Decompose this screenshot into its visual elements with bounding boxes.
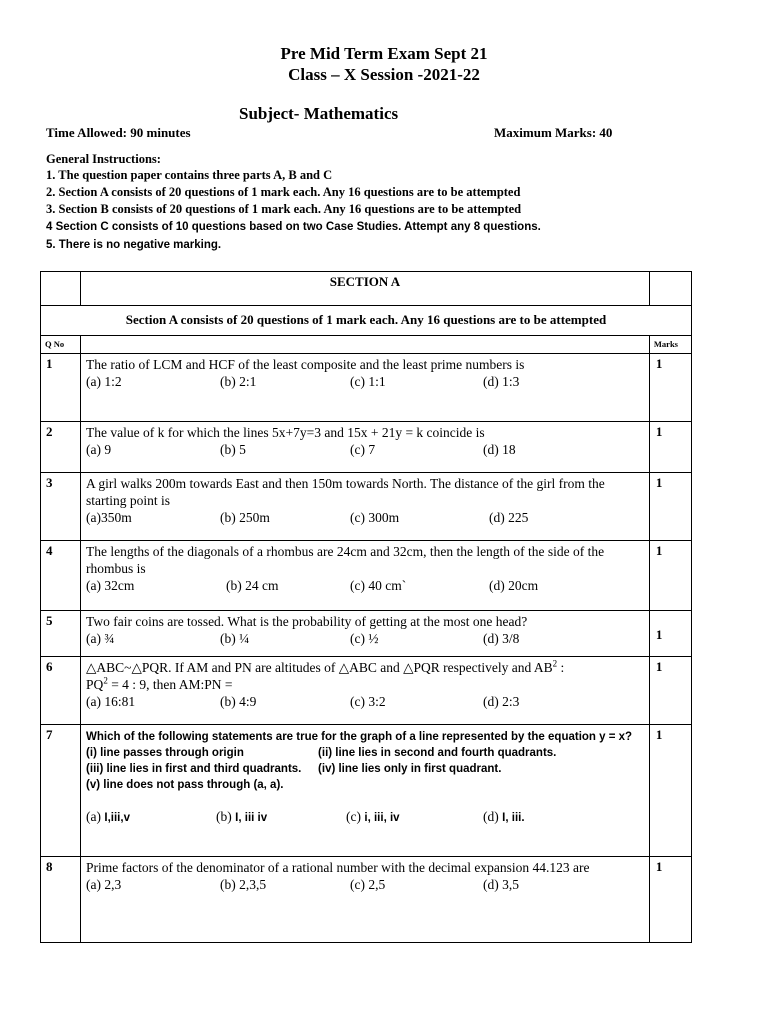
question-marks: 1 (649, 657, 691, 725)
marks-header: Marks (649, 336, 691, 354)
option: (c) 40 cm` (350, 578, 407, 593)
class-session: Class – X Session -2021-22 (288, 65, 480, 84)
options-row (86, 693, 644, 710)
exam-title: Pre Mid Term Exam Sept 21 (280, 44, 488, 63)
question-text-part: △ABC~△PQR. If AM and PN are altitudes of △ABC and △PQR respectively and AB (86, 660, 553, 675)
option: (b) ¼ (220, 631, 250, 646)
question-cell (81, 354, 650, 422)
question-number: 1 (41, 354, 81, 422)
option (483, 809, 525, 826)
table-row (41, 541, 692, 611)
superscript: 2 (552, 658, 558, 669)
table-row (41, 611, 692, 657)
option: (d) 3,5 (483, 877, 520, 892)
empty-cell (81, 336, 650, 354)
question-cell (81, 611, 650, 657)
instruction-item: 4 Section C consists of 10 questions based on two Case Studies. Attempt any 8 questions. (46, 221, 541, 233)
question-marks: 1 (649, 611, 691, 657)
question-number: 5 (41, 611, 81, 657)
question-marks: 1 (649, 473, 691, 541)
statements-row (86, 761, 644, 777)
question-marks: 1 (649, 422, 691, 473)
question-text-part: PQ (86, 677, 104, 692)
option (86, 809, 130, 826)
question-marks: 1 (649, 354, 691, 422)
table-row (41, 857, 692, 943)
option: (a)350m (86, 510, 132, 525)
questions-table (40, 271, 692, 943)
options-row (86, 441, 644, 458)
table-row (41, 473, 692, 541)
option: (c) 3:2 (350, 694, 386, 709)
option: (b) 5 (220, 442, 246, 457)
option: (d) 3/8 (483, 631, 520, 646)
table-row (41, 354, 692, 422)
options-row (86, 630, 644, 647)
option: (d) 225 (489, 510, 529, 525)
option: (b) 4:9 (220, 694, 257, 709)
statements-row (86, 745, 644, 761)
section-description: Section A consists of 20 questions of 1 mark each. Any 16 questions are to be attempted (41, 306, 692, 336)
question-text (86, 659, 644, 693)
option-value: I, iii iv (235, 812, 268, 824)
options-row (86, 809, 644, 826)
table-row (41, 657, 692, 725)
question-text: Two fair coins are tossed. What is the probability of getting at the most one head? (86, 614, 528, 629)
option: (c) 7 (350, 442, 376, 457)
statement: (ii) line lies in second and fourth quadrants. (318, 747, 557, 759)
instructions-heading: General Instructions: (46, 152, 161, 166)
empty-cell (41, 272, 81, 306)
table-row (41, 422, 692, 473)
option: (c) 2,5 (350, 877, 386, 892)
column-header-row (41, 336, 692, 354)
option: (c) ½ (350, 631, 379, 646)
option-value: i, iii, iv (364, 812, 400, 824)
question-text: A girl walks 200m towards East and then 150m towards North. The distance of the girl from the starting point is (86, 476, 605, 508)
question-number: 2 (41, 422, 81, 473)
option: (c) 1:1 (350, 374, 386, 389)
maximum-marks: Maximum Marks: 40 (494, 125, 613, 140)
options-row (86, 577, 644, 594)
option (216, 809, 267, 826)
instruction-item: 5. There is no negative marking. (46, 239, 222, 251)
option-prefix: (a) (86, 809, 105, 824)
subject-heading: Subject- Mathematics (239, 104, 399, 123)
option: (d) 1:3 (483, 374, 520, 389)
question-text-part: : (557, 660, 565, 675)
option: (d) 2:3 (483, 694, 520, 709)
question-cell (81, 657, 650, 725)
question-marks: 1 (649, 541, 691, 611)
option-prefix: (b) (216, 809, 236, 824)
option: (b) 250m (220, 510, 270, 525)
option: (a) 16:81 (86, 694, 136, 709)
instruction-item: 1. The question paper contains three parts A, B and C (46, 168, 333, 182)
question-text: The ratio of LCM and HCF of the least composite and the least prime numbers is (86, 357, 525, 372)
question-cell (81, 422, 650, 473)
qno-header: Q No (41, 336, 81, 354)
question-number: 7 (41, 725, 81, 857)
question-text: Which of the following statements are true for the graph of a line represented by the equation y = x? (86, 731, 633, 743)
option: (b) 24 cm (226, 578, 279, 593)
instruction-item: 2. Section A consists of 20 questions of 1 mark each. Any 16 questions are to be attempted (46, 185, 521, 199)
option: (c) 300m (350, 510, 400, 525)
superscript: 2 (103, 675, 108, 686)
question-marks: 1 (649, 725, 691, 857)
section-description-row (41, 306, 692, 336)
option: (a) 1:2 (86, 374, 122, 389)
instruction-item: 3. Section B consists of 20 questions of 1 mark each. Any 16 questions are to be attempted (46, 202, 522, 216)
option: (a) 2,3 (86, 877, 122, 892)
question-cell (81, 473, 650, 541)
statements-row (86, 777, 644, 793)
option: (d) 18 (483, 442, 516, 457)
question-cell (81, 725, 650, 857)
statement: (v) line does not pass through (a, a). (86, 779, 284, 791)
options-row (86, 373, 644, 390)
option: (d) 20cm (489, 578, 539, 593)
question-text-part: = 4 : 9, then AM:PN = (107, 677, 233, 692)
option: (a) 32cm (86, 578, 135, 593)
option: (b) 2,3,5 (220, 877, 267, 892)
option-prefix: (c) (346, 809, 365, 824)
statement: (i) line passes through origin (86, 747, 244, 759)
options-row (86, 509, 644, 526)
section-title-row (41, 272, 692, 306)
question-cell (81, 541, 650, 611)
statement: (iii) line lies in first and third quadrants. (86, 763, 302, 775)
question-cell (81, 857, 650, 943)
question-number: 3 (41, 473, 81, 541)
empty-cell (649, 272, 691, 306)
question-text: The value of k for which the lines 5x+7y=3 and 15x + 21y = k coincide is (86, 425, 485, 440)
question-text: Prime factors of the denominator of a rational number with the decimal expansion 44.123 are (86, 860, 590, 875)
question-number: 6 (41, 657, 81, 725)
option: (a) 9 (86, 442, 112, 457)
option (346, 809, 400, 826)
question-number: 8 (41, 857, 81, 943)
table-row (41, 725, 692, 857)
section-title: SECTION A (81, 272, 650, 306)
time-allowed: Time Allowed: 90 minutes (46, 125, 191, 140)
question-number: 4 (41, 541, 81, 611)
option-prefix: (d) (483, 809, 503, 824)
option: (a) ¾ (86, 631, 115, 646)
statement: (iv) line lies only in first quadrant. (318, 763, 502, 775)
option-value: I,iii,v (104, 812, 130, 824)
question-text: The lengths of the diagonals of a rhombus are 24cm and 32cm, then the length of the side of the rhombus is (86, 544, 605, 576)
option-value: I, iii. (502, 812, 525, 824)
options-row (86, 876, 644, 893)
option: (b) 2:1 (220, 374, 257, 389)
question-marks: 1 (649, 857, 691, 943)
